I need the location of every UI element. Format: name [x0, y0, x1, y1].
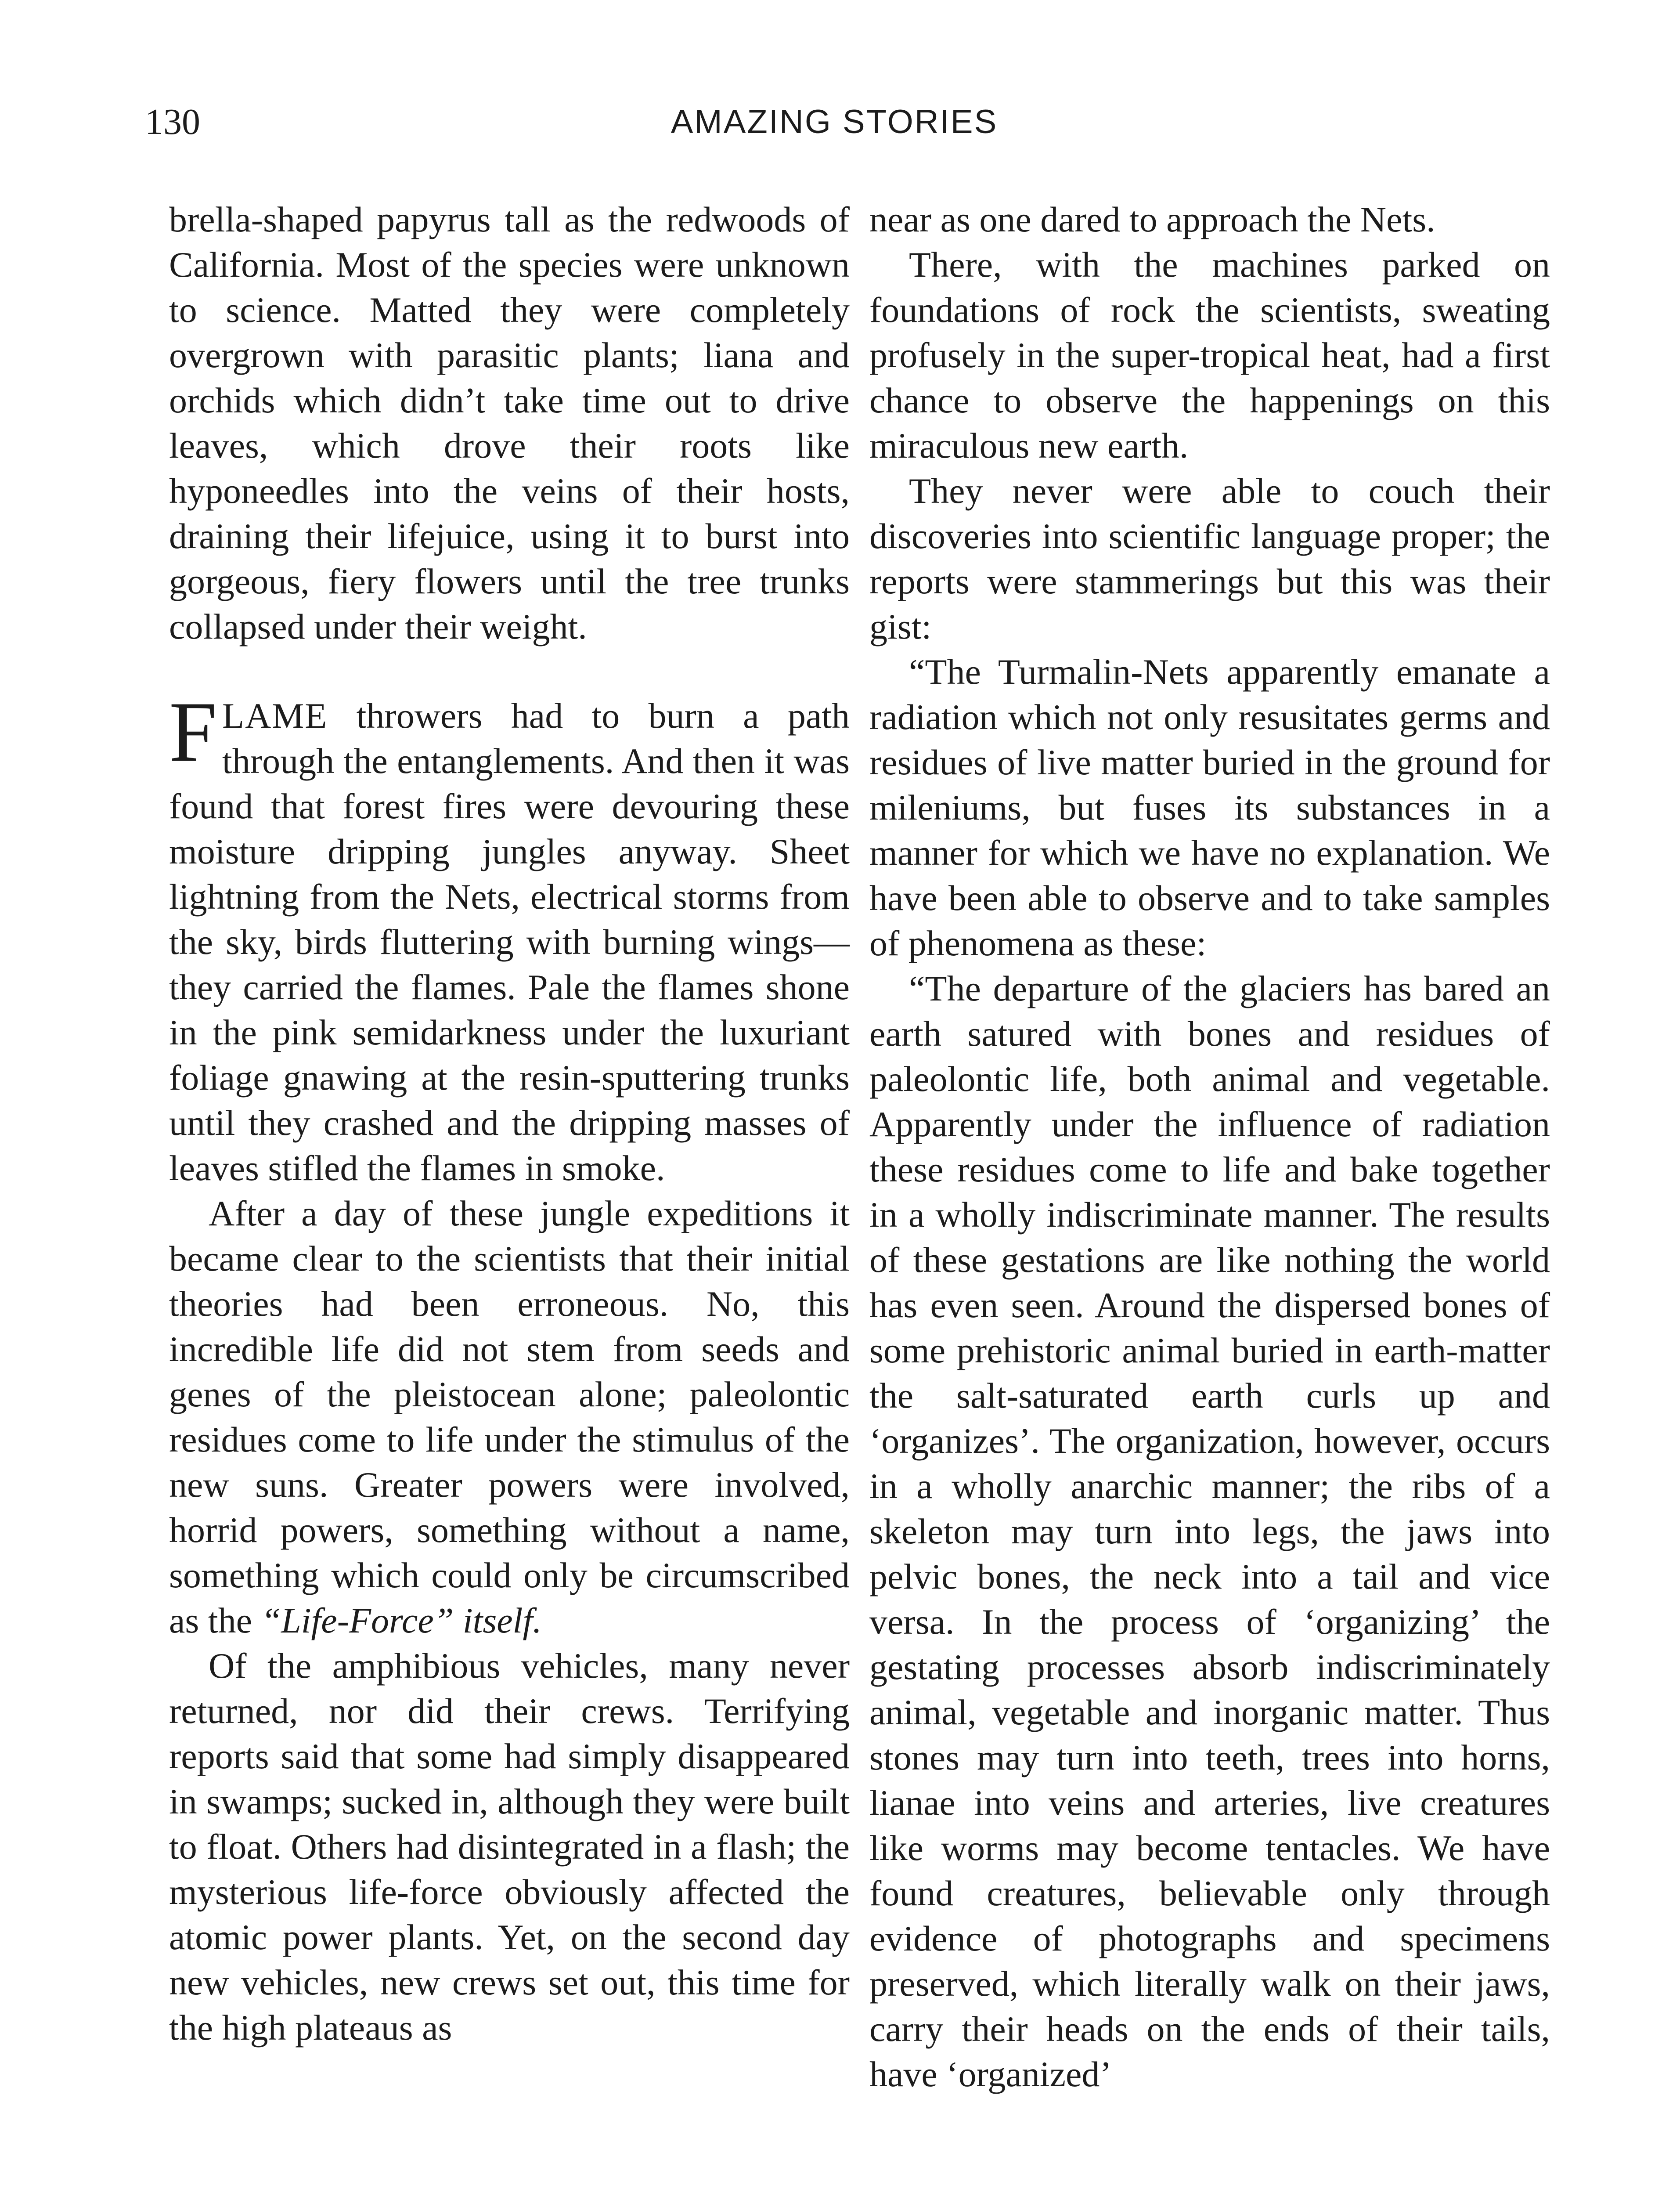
- right-paragraph-4: “The Turmalin-Nets apparently emanate a radiation which not only resusitates germs and residues of live matter buried in the ground for mileniums, but fuses its substances in a manner for which we have no explanation. We have been able to observe and to take samples of phenomena as these:: [869, 652, 1550, 963]
- lead-word: LAME: [222, 696, 328, 736]
- page-number: 130: [145, 101, 200, 142]
- left-paragraph-1: brella-shaped papyrus tall as the redwoods of California. Most of the species were unknown to science. Matted they were completely overgrown with parasitic plants; liana and orchids which didn’t take time out to drive leaves, which drove their roots like hyponeedles into the veins of their hosts, draining their lifejuice, using it to burst into gorgeous, fiery flowers until the tree trunks collapsed under their weight.: [169, 199, 850, 647]
- running-head: AMAZING STORIES: [671, 103, 998, 141]
- page-header: [0, 100, 1680, 157]
- right-paragraph-5: “The departure of the glaciers has bared an earth satured with bones and residues of paleolontic life, both animal and vegetable. Apparently under the influence of radiation these residues come to life and bake together in a wholly indiscriminate manner. The results of these gestations are like nothing the world has even seen. Around the dispersed bones of some prehistoric animal buried in earth-matter the salt-saturated earth curls up and ‘organizes’. The organization, however, occurs in a wholly anarchic manner; the ribs of a skeleton may turn into legs, the jaws into pelvic bones, the neck into a tail and vice versa. In the process of ‘organizing’ the gestating processes absorb indiscriminately animal, vegetable and inorganic matter. Thus stones may turn into teeth, trees into horns, lianae into veins and arteries, live creatures like worms may become tentacles. We have found creatures, believable only through evidence of photographs and specimens preserved, which literally walk on their jaws, carry their heads on the ends of their tails, have ‘organized’: [869, 968, 1550, 2094]
- left-paragraph-2: [169, 684, 850, 1191]
- life-force-emphasis: “Life-Force” itself.: [261, 1600, 542, 1640]
- left-paragraph-4: Of the amphibious vehicles, many never returned, nor did their crews. Terrifying reports said that some had simply disappeared in swamps; sucked in, although they were built to float. Others had disintegrated in a flash; the mysterious life-force obviously affected the atomic power plants. Yet, on the second day new vehicles, new crews set out, this time for the high plateaus as: [169, 1646, 850, 2048]
- left-paragraph-3-text: After a day of these jungle expeditions it became clear to the scientists that their initial theories had been erroneous. No, this incredible life did not stem from seeds and genes of the pleistocean alone; paleolontic residues come to life under the stimulus of the new suns. Greater powers were involved, horrid powers, something without a name, something which could only be circumscribed as the: [169, 1193, 850, 1640]
- drop-cap: F: [169, 684, 217, 780]
- left-paragraph-2-text: throwers had to burn a path through the entanglements. And then it was found that forest fires were devouring these moisture dripping jungles anyway. Sheet lightning from the Nets, electrical storms from the sky, birds fluttering with burning wings—they carried the flames. Pale the flames shone in the pink semidarkness under the luxuriant foliage gnawing at the resin-sputtering trunks until they crashed and the dripping masses of leaves stifled the flames in smoke.: [169, 696, 850, 1188]
- right-paragraph-1: near as one dared to approach the Nets.: [869, 199, 1435, 239]
- right-paragraph-3: They never were able to couch their discoveries into scientific language proper; the reports were stammerings but this was their gist:: [869, 471, 1550, 647]
- right-paragraph-2: There, with the machines parked on foundations of rock the scientists, sweating profusely in the super-tropical heat, had a first chance to observe the happenings on this miraculous new earth.: [869, 245, 1550, 466]
- left-paragraph-3: [169, 1191, 850, 1643]
- right-column: [869, 197, 1550, 2097]
- left-column: [169, 197, 850, 2050]
